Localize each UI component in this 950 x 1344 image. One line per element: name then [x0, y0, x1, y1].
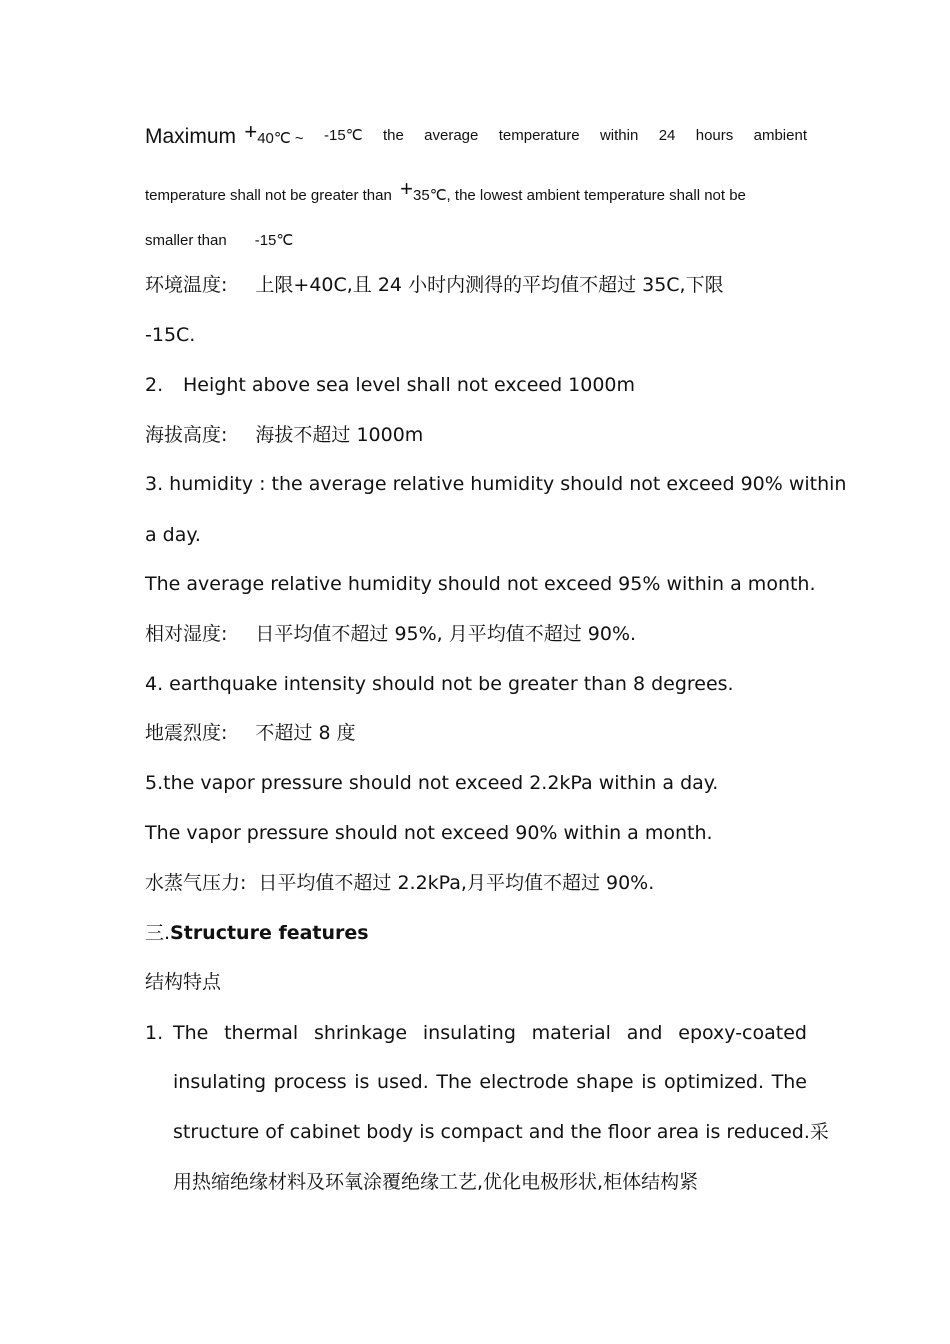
word: thermal — [224, 1022, 299, 1044]
word: process — [273, 1071, 347, 1093]
line-humidity-cont: a day. — [145, 524, 201, 546]
line-humidity-month: The average relative humidity should not exceed 95% within a month. — [145, 573, 816, 595]
word: insulating — [173, 1071, 267, 1093]
vapor-cn-text: 日平均值不超过 2.2kPa,月平均值不超过 90%. — [258, 872, 655, 894]
item1-line2 — [173, 1069, 807, 1095]
word: shrinkage — [313, 1022, 408, 1044]
line-vapor-day: 5.the vapor pressure should not exceed 2.2kPa within a day. — [145, 772, 719, 794]
section-heading — [145, 920, 807, 946]
word: The — [436, 1071, 472, 1093]
line-earthquake-cn — [145, 720, 807, 746]
vapor-label: 水蒸气压力: — [145, 872, 247, 894]
word: temperature — [498, 127, 580, 144]
humidity-cn-text: 日平均值不超过 95%, 月平均值不超过 90%. — [255, 623, 637, 645]
word: and — [626, 1022, 663, 1044]
section-subtitle-cn: 结构特点 — [145, 971, 222, 993]
line-humidity: 3. humidity : the average relative humidity should not exceed 90% within — [145, 473, 847, 495]
word: material — [531, 1022, 611, 1044]
word: optimized. — [664, 1071, 764, 1093]
smaller-than-text: smaller than — [145, 232, 227, 249]
line-earthquake: 4. earthquake intensity should not be greater than 8 degrees. — [145, 673, 734, 695]
section-title: Structure features — [170, 922, 369, 944]
line-ambient-max — [145, 176, 807, 209]
env-temp-text: 上限+40C,且 24 小时内测得的平均值不超过 35C,下限 — [255, 274, 724, 296]
word: -15℃ — [324, 127, 363, 144]
item-number: 1. — [145, 1022, 164, 1044]
item-number: 2. — [145, 374, 164, 396]
item1-line3: structure of cabinet body is compact and the floor area is reduced.采 — [173, 1121, 829, 1143]
maximum-word: Maximum — [145, 125, 237, 148]
word: the — [382, 127, 404, 144]
ambient-min-text: 35℃, the lowest ambient temperature shall not be — [413, 187, 746, 204]
word: epoxy-coated — [678, 1022, 807, 1044]
line-vapor-cn — [145, 870, 807, 896]
earthquake-cn-text: 不超过 8 度 — [255, 722, 356, 744]
ambient-max-text: temperature shall not be greater than — [145, 187, 392, 204]
min-temp-value: -15℃ — [254, 232, 294, 249]
plus-sign: + — [400, 176, 414, 201]
line-vapor-month: The vapor pressure should not exceed 90% within a month. — [145, 822, 713, 844]
line-env-temp-cn-cont: -15C. — [145, 324, 196, 346]
humidity-label: 相对湿度: — [145, 623, 228, 645]
line-max-temperature — [145, 119, 807, 152]
altitude-label: 海拔高度: — [145, 424, 228, 446]
line-altitude-cn — [145, 422, 807, 448]
word: insulating — [422, 1022, 516, 1044]
word: within — [599, 127, 639, 144]
word: average — [424, 127, 479, 144]
word: is — [354, 1071, 370, 1093]
altitude-text: Height above sea level shall not exceed 1000m — [183, 374, 636, 396]
word: used. — [377, 1071, 429, 1093]
line-ambient-min — [145, 228, 807, 254]
word: is — [641, 1071, 657, 1093]
max-temp-lead — [145, 119, 304, 152]
line-altitude — [145, 372, 807, 398]
word: hours — [695, 127, 734, 144]
env-temp-label: 环境温度: — [145, 274, 228, 296]
word: shape — [576, 1071, 634, 1093]
upper-limit: 40℃ ~ — [257, 130, 304, 147]
word: The — [771, 1071, 807, 1093]
word: 24 — [658, 127, 676, 144]
line-env-temp-cn — [145, 272, 807, 298]
word: The — [173, 1022, 209, 1044]
word: electrode — [479, 1071, 569, 1093]
item1-line1 — [173, 1020, 807, 1046]
word: ambient — [753, 127, 807, 144]
earthquake-label: 地震烈度: — [145, 722, 228, 744]
altitude-cn-text: 海拔不超过 1000m — [255, 424, 424, 446]
line-humidity-cn — [145, 621, 807, 647]
plus-sign: + — [244, 119, 258, 144]
section-number: 三. — [145, 922, 171, 944]
item1-line4: 用热缩绝缘材料及环氧涂覆绝缘工艺,优化电极形状,柜体结构紧 — [173, 1171, 699, 1193]
